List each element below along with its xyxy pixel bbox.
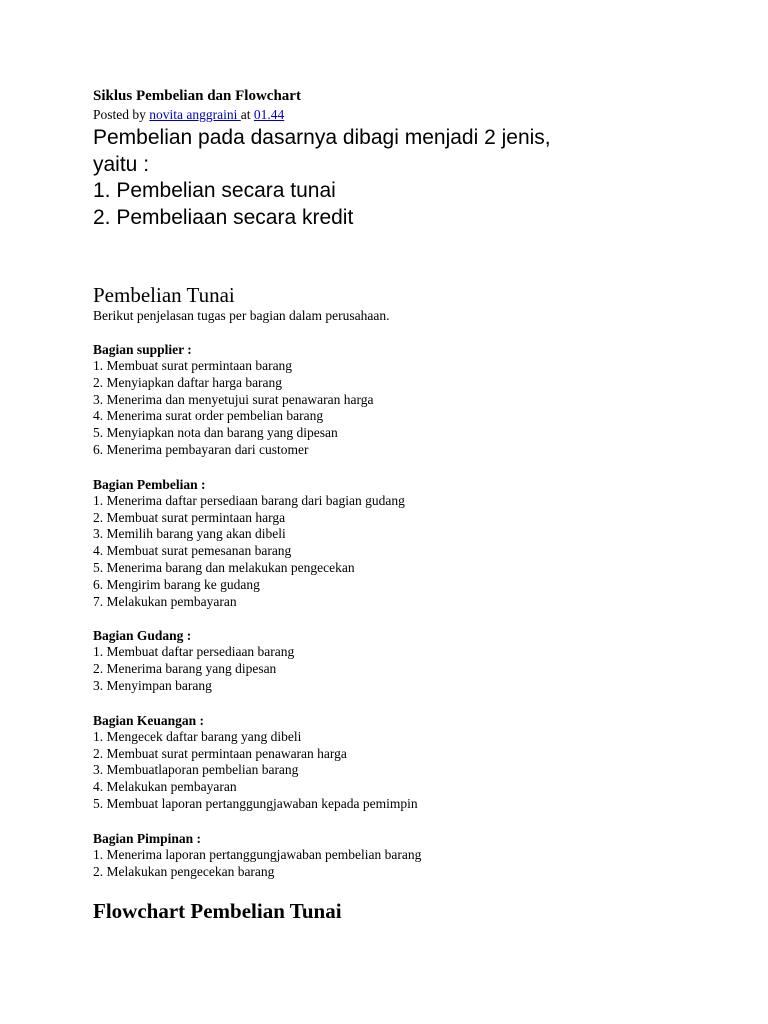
- list-item: 2. Membuat surat permintaan penawaran harga: [93, 745, 347, 761]
- flowchart-heading: Flowchart Pembelian Tunai: [93, 899, 342, 924]
- group-title: Bagian supplier :: [93, 342, 192, 357]
- group-title: Bagian Gudang :: [93, 628, 192, 644]
- list-item: 4. Menerima surat order pembelian barang: [93, 408, 324, 424]
- group-gudang: [93, 627, 733, 694]
- group-title: Bagian Pembelian :: [93, 476, 206, 492]
- list-item: 1. Membuat surat permintaan barang: [93, 358, 293, 373]
- post-byline: [93, 106, 733, 123]
- list-item: 2. Menyiapkan daftar harga barang: [93, 374, 283, 390]
- intro-line: 2. Pembeliaan secara kredit: [93, 205, 354, 229]
- list-item: 1. Menerima laporan pertanggungjawaban pembelian barang: [93, 846, 422, 862]
- author-link[interactable]: novita anggraini: [149, 107, 241, 122]
- list-item: 5. Membuat laporan pertanggungjawaban kepada pemimpin: [93, 795, 418, 811]
- group-pimpinan: [93, 830, 733, 881]
- list-item: 2. Membuat surat permintaan harga: [93, 509, 286, 525]
- list-item: 5. Menerima barang dan melakukan pengecekan: [93, 559, 355, 575]
- group-keuangan: [93, 712, 733, 813]
- list-item: 1. Mengecek daftar barang yang dibeli: [93, 728, 302, 744]
- section-heading: Pembelian Tunai: [93, 283, 235, 307]
- list-item: 6. Menerima pembayaran dari customer: [93, 441, 309, 457]
- group-supplier: [93, 341, 733, 459]
- task-list: [93, 847, 733, 881]
- list-item: 6. Mengirim barang ke gudang: [93, 576, 260, 592]
- list-item: 5. Menyiapkan nota dan barang yang dipesan: [93, 425, 338, 441]
- posted-by-label: Posted by: [93, 107, 146, 122]
- list-item: 4. Melakukan pembayaran: [93, 779, 237, 795]
- list-item: 3. Memilih barang yang akan dibeli: [93, 526, 286, 542]
- list-item: 2. Melakukan pengecekan barang: [93, 863, 275, 879]
- document-page: [93, 87, 733, 923]
- intro-line: 1. Pembelian secara tunai: [93, 179, 336, 202]
- list-item: 7. Melakukan pembayaran: [93, 593, 237, 609]
- group-title: Bagian Keuangan :: [93, 712, 205, 728]
- at-label: at: [240, 107, 254, 122]
- task-list: [93, 358, 733, 459]
- task-list: [93, 644, 733, 694]
- section-subtitle: Berikut penjelasan tugas per bagian dalam perusahaan.: [93, 308, 390, 323]
- list-item: 4. Membuat surat pemesanan barang: [93, 543, 292, 559]
- list-item: 2. Menerima barang yang dipesan: [93, 661, 277, 677]
- list-item: 3. Membuatlaporan pembelian barang: [93, 762, 299, 778]
- post-time-link[interactable]: 01.44: [253, 107, 285, 122]
- task-list: [93, 493, 733, 611]
- group-title: Bagian Pimpinan :: [93, 830, 202, 846]
- list-item: 3. Menyimpan barang: [93, 677, 212, 693]
- list-item: 3. Menerima dan menyetujui surat penawaran harga: [93, 391, 374, 407]
- intro-text: [93, 125, 733, 231]
- task-list: [93, 729, 733, 813]
- intro-line: yaitu :: [93, 152, 150, 176]
- list-item: 1. Menerima daftar persediaan barang dari bagian gudang: [93, 492, 405, 508]
- group-pembelian: [93, 476, 733, 611]
- post-title: Siklus Pembelian dan Flowchart: [93, 88, 301, 104]
- intro-line: Pembelian pada dasarnya dibagi menjadi 2 jenis,: [93, 126, 551, 149]
- list-item: 1. Membuat daftar persediaan barang: [93, 644, 295, 660]
